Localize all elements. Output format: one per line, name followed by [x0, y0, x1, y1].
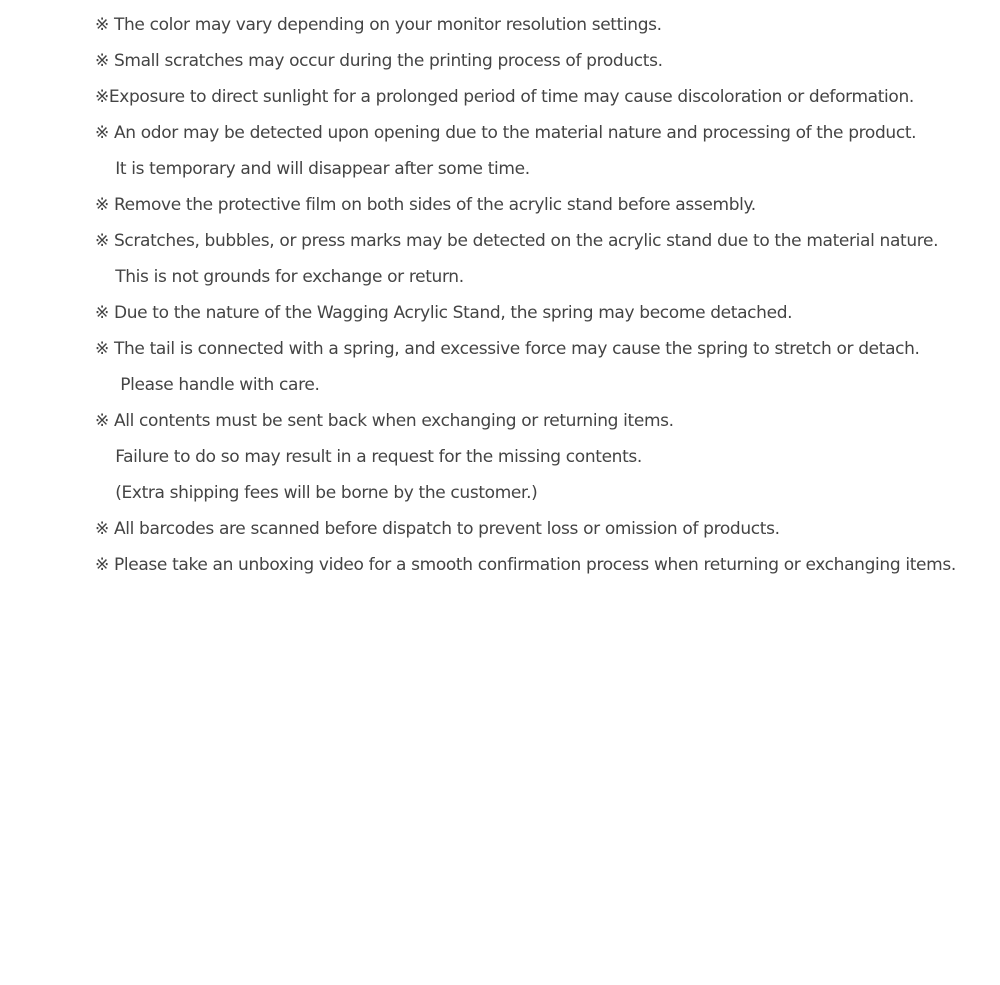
notice-line-continuation: Please handle with care.: [95, 375, 320, 395]
notice-line: ※ An odor may be detected upon opening due to the material nature and processing of the product.: [95, 123, 917, 143]
notice-line: ※Exposure to direct sunlight for a prolonged period of time may cause discoloration or deformation.: [95, 87, 914, 107]
notice-line: ※ Please take an unboxing video for a smooth confirmation process when returning or exchanging items.: [95, 555, 956, 575]
notice-line-continuation: It is temporary and will disappear after some time.: [95, 159, 530, 179]
notice-line: ※ The tail is connected with a spring, and excessive force may cause the spring to stretch or detach.: [95, 339, 920, 359]
notice-line-continuation: Failure to do so may result in a request for the missing contents.: [95, 447, 642, 467]
notice-line: ※ All contents must be sent back when exchanging or returning items.: [95, 411, 674, 431]
notice-line-continuation: This is not grounds for exchange or return.: [95, 267, 464, 287]
notice-line: ※ The color may vary depending on your monitor resolution settings.: [95, 15, 662, 35]
notice-line-continuation: (Extra shipping fees will be borne by the customer.): [95, 483, 538, 503]
notice-line: ※ Small scratches may occur during the printing process of products.: [95, 51, 663, 71]
notice-line: ※ Due to the nature of the Wagging Acrylic Stand, the spring may become detached.: [95, 303, 793, 323]
notice-line: ※ Remove the protective film on both sides of the acrylic stand before assembly.: [95, 195, 756, 215]
notice-line: ※ All barcodes are scanned before dispatch to prevent loss or omission of products.: [95, 519, 780, 539]
notice-line: ※ Scratches, bubbles, or press marks may be detected on the acrylic stand due to the material nature.: [95, 231, 939, 251]
product-notice-list: [95, 7, 995, 583]
